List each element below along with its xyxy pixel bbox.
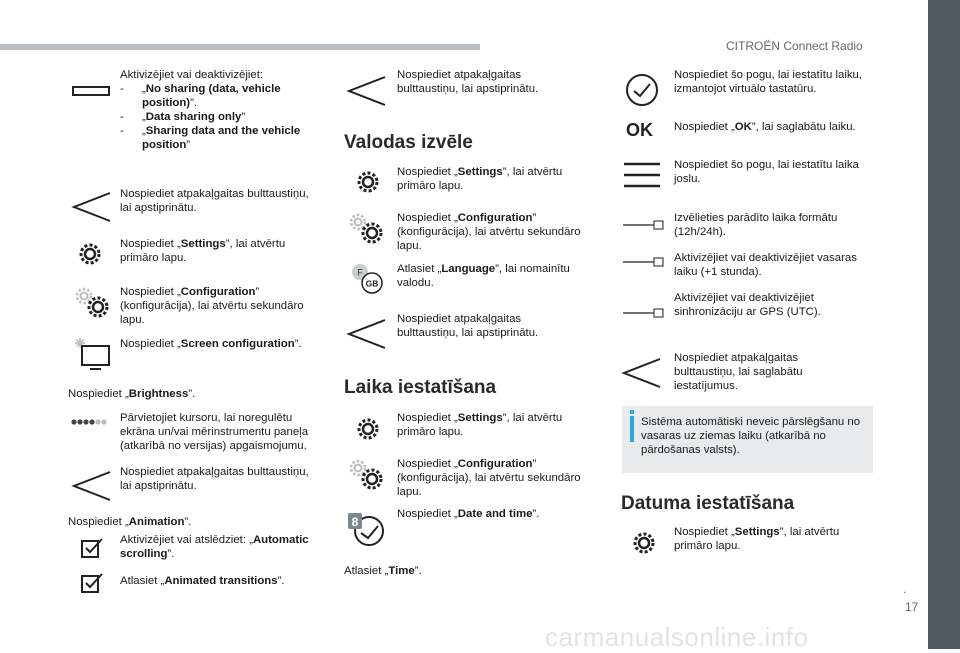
- gear-icon: [354, 415, 382, 443]
- sharing-intro: Aktivizējiet vai deaktivizējiet:: [120, 69, 264, 81]
- back-text-4: Nospiediet atpakaļgaitas bulttaustiņu, lai saglabātu iestatījumus.: [674, 352, 803, 392]
- brightness-text: Nospiediet „Brightness”.: [68, 388, 196, 400]
- keyboard-check-icon: [624, 72, 660, 108]
- time-text: Atlasiet „Time”.: [344, 565, 422, 577]
- back-text-3: Nospiediet atpakaļgaitas bulttaustiņu, lai apstiprinātu.: [397, 313, 539, 339]
- menu-icon: [622, 161, 662, 191]
- cursor-text: Pārvietojiet kursoru, lai noregulētu ekrāna un/vai mērinstrumentu paneļa (atkarībā no versijas) apgaismojumu.: [120, 412, 309, 452]
- back-arrow-icon: [345, 74, 387, 108]
- keyboard-text: Nospiediet šo pogu, lai iestatītu laiku, izmantojot virtuālo tastatūru.: [674, 69, 863, 95]
- summer-text: Aktivizējiet vai deaktivizējiet vasaras laiku (+1 stunda).: [674, 252, 857, 278]
- svg-text:GB: GB: [365, 278, 379, 289]
- info-icon: [630, 416, 634, 442]
- side-band: [928, 0, 960, 649]
- gps-text: Aktivizējiet vai deaktivizējiet sinhronizāciju ar GPS (UTC).: [674, 292, 821, 318]
- settings-text-4: Nospiediet „Settings”, lai atvērtu primāro lapu.: [674, 526, 840, 552]
- gear-icon: [630, 529, 658, 557]
- sharing-list: [120, 82, 315, 152]
- zone-text: Nospiediet šo pogu, lai iestatītu laika joslu.: [674, 159, 859, 185]
- back-arrow-icon: [345, 317, 387, 351]
- checkbox-icon: [80, 572, 104, 594]
- heading-language: Valodas izvēle: [344, 132, 473, 153]
- language-text: Atlasiet „Language”, lai nomainītu valodu.: [397, 263, 570, 289]
- configuration-text-2: Nospiediet „Configuration” (konfigurācija), lai atvērtu sekundāro lapu.: [397, 212, 581, 252]
- page-number: 17: [905, 600, 919, 614]
- screen-brightness-icon: [72, 336, 112, 372]
- screen-config-text: Nospiediet „Screen configuration”.: [120, 338, 302, 350]
- list-item: - „Sharing data and the vehicle position”: [120, 124, 315, 152]
- note-text: Sistēma automātiski neveic pārslēgšanu no vasaras uz ziemas laiku (atkarībā no pārdošanas valsts).: [641, 416, 861, 456]
- list-item: - „No sharing (data, vehicle position)”.: [120, 82, 315, 110]
- back-arrow-icon: [70, 190, 112, 224]
- autoscroll-text: Aktivizējiet vai atslēdziet: „Automatic scrolling”.: [120, 534, 309, 560]
- slider-dots-icon: [70, 416, 110, 428]
- watermark: carmanualsonline.info: [545, 622, 809, 652]
- svg-text:F: F: [357, 267, 363, 278]
- page-header: CITROËN Connect Radio: [726, 39, 863, 53]
- gear-icon: [76, 240, 104, 268]
- svg-text:8: 8: [351, 515, 359, 529]
- toggle-line-icon: [622, 256, 664, 268]
- transitions-text: Atlasiet „Animated transitions”.: [120, 575, 285, 587]
- toggle-icon: [72, 84, 110, 98]
- back-arrow-icon: [70, 469, 112, 503]
- animation-text: Nospiediet „Animation”.: [68, 516, 192, 528]
- settings-text-2: Nospiediet „Settings”, lai atvērtu primāro lapu.: [397, 166, 563, 192]
- configuration-text-3: Nospiediet „Configuration” (konfigurācija), lai atvērtu sekundāro lapu.: [397, 458, 581, 498]
- ok-text: Nospiediet „OK”, lai saglabātu laiku.: [674, 121, 856, 133]
- settings-text-1: Nospiediet „Settings”, lai atvērtu primāro lapu.: [120, 238, 286, 264]
- toggle-line-icon: [622, 219, 664, 231]
- ok-label: OK: [626, 120, 653, 140]
- heading-time: Laika iestatīšana: [344, 377, 497, 398]
- sharing-block: [120, 68, 315, 152]
- heading-date: Datuma iestatīšana: [621, 493, 795, 514]
- configuration-gears-icon: [346, 457, 386, 493]
- back-text-2: Nospiediet atpakaļgaitas bulttaustiņu, lai apstiprinātu.: [120, 466, 309, 492]
- configuration-gears-icon: [346, 211, 386, 247]
- page-dot: .: [903, 582, 907, 596]
- info-note: [622, 406, 873, 473]
- back-text-1: Nospiediet atpakaļgaitas bulttaustiņu, lai apstiprinātu.: [120, 188, 309, 214]
- configuration-gears-icon: [72, 285, 112, 321]
- configuration-text-1: Nospiediet „Configuration” (konfigurācija), lai atvērtu sekundāro lapu.: [120, 286, 304, 326]
- list-item: - „Data sharing only”: [120, 110, 315, 124]
- gear-icon: [354, 168, 382, 196]
- back-text-top: Nospiediet atpakaļgaitas bulttaustiņu, lai apstiprinātu.: [397, 69, 539, 95]
- format-text: Izvēlieties parādīto laika formātu (12h/24h).: [674, 212, 838, 238]
- language-icon: [350, 262, 386, 296]
- top-rule: [0, 44, 480, 50]
- checkbox-icon: [80, 537, 104, 559]
- back-arrow-icon: [620, 356, 662, 390]
- clock-icon: [347, 511, 387, 549]
- datetime-text: Nospiediet „Date and time”.: [397, 508, 540, 520]
- toggle-line-icon: [622, 307, 664, 319]
- settings-text-3: Nospiediet „Settings”, lai atvērtu primāro lapu.: [397, 412, 563, 438]
